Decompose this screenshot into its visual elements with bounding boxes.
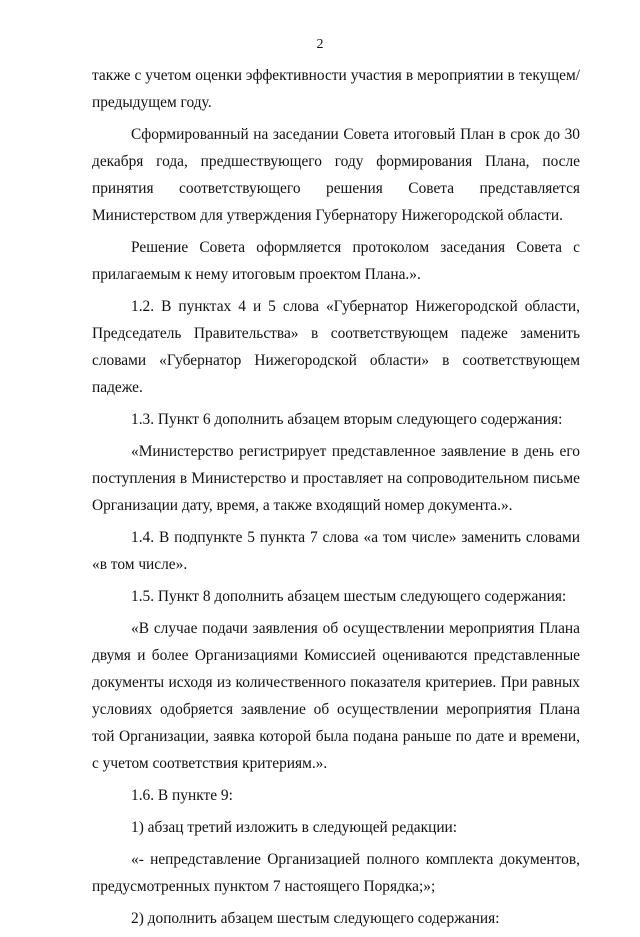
paragraph-1-5: 1.5. Пункт 8 дополнить абзацем шестым следующего содержания: <box>131 588 567 605</box>
paragraph-multiple-organizations: «В случае подачи заявления об осуществлении мероприятия Плана двумя и более Организациями Комиссией оцениваются представленные документы исходя из количественного показателя критериев. При равных условиях одобряется заявление об осуществлении мероприятия Плана той Организации, заявка которой была подана раньше по дате и времени, с учетом соответствия критериям.». <box>92 620 580 772</box>
paragraph-incomplete-documents: «- непредставление Организацией полного комплекта документов, предусмотренных пунктом 7 настоящего Порядка;»; <box>92 851 580 895</box>
paragraph-1-4: 1.4. В подпункте 5 пункта 7 слова «а том числе» заменить словами «в том числе». <box>92 529 580 573</box>
paragraph-1-3: 1.3. Пункт 6 дополнить абзацем вторым следующего содержания: <box>131 411 563 428</box>
paragraph-council-decision: Решение Совета оформляется протоколом заседания Совета с прилагаемым к нему итоговым проектом Плана.». <box>92 239 580 283</box>
paragraph-ministry-registration: «Министерство регистрирует представленное заявление в день его поступления в Министерство и проставляет на сопроводительном письме Организации дату, время, а также входящий номер документа.». <box>92 443 580 514</box>
paragraph-item-1: 1) абзац третий изложить в следующей редакции: <box>131 819 458 836</box>
page-number: 2 <box>316 37 324 52</box>
paragraph-1-2: 1.2. В пунктах 4 и 5 слова «Губернатор Нижегородской области, Председатель Правительства» в соответствующем падеже заменить словами «Губернатор Нижегородской области» в соответствующем падеже. <box>92 298 580 396</box>
paragraph-item-2: 2) дополнить абзацем шестым следующего содержания: <box>131 910 500 927</box>
document-body <box>92 62 580 937</box>
paragraph-continuation: также с учетом оценки эффективности участия в мероприятии в текущем/предыдущем году. <box>92 67 580 111</box>
paragraph-1-6: 1.6. В пункте 9: <box>131 787 233 804</box>
paragraph-final-plan: Сформированный на заседании Совета итоговый План в срок до 30 декабря года, предшествующего году формирования Плана, после принятия соответствующего решения Совета представляется Министерством для утверждения Губернатору Нижегородской области. <box>92 126 580 224</box>
